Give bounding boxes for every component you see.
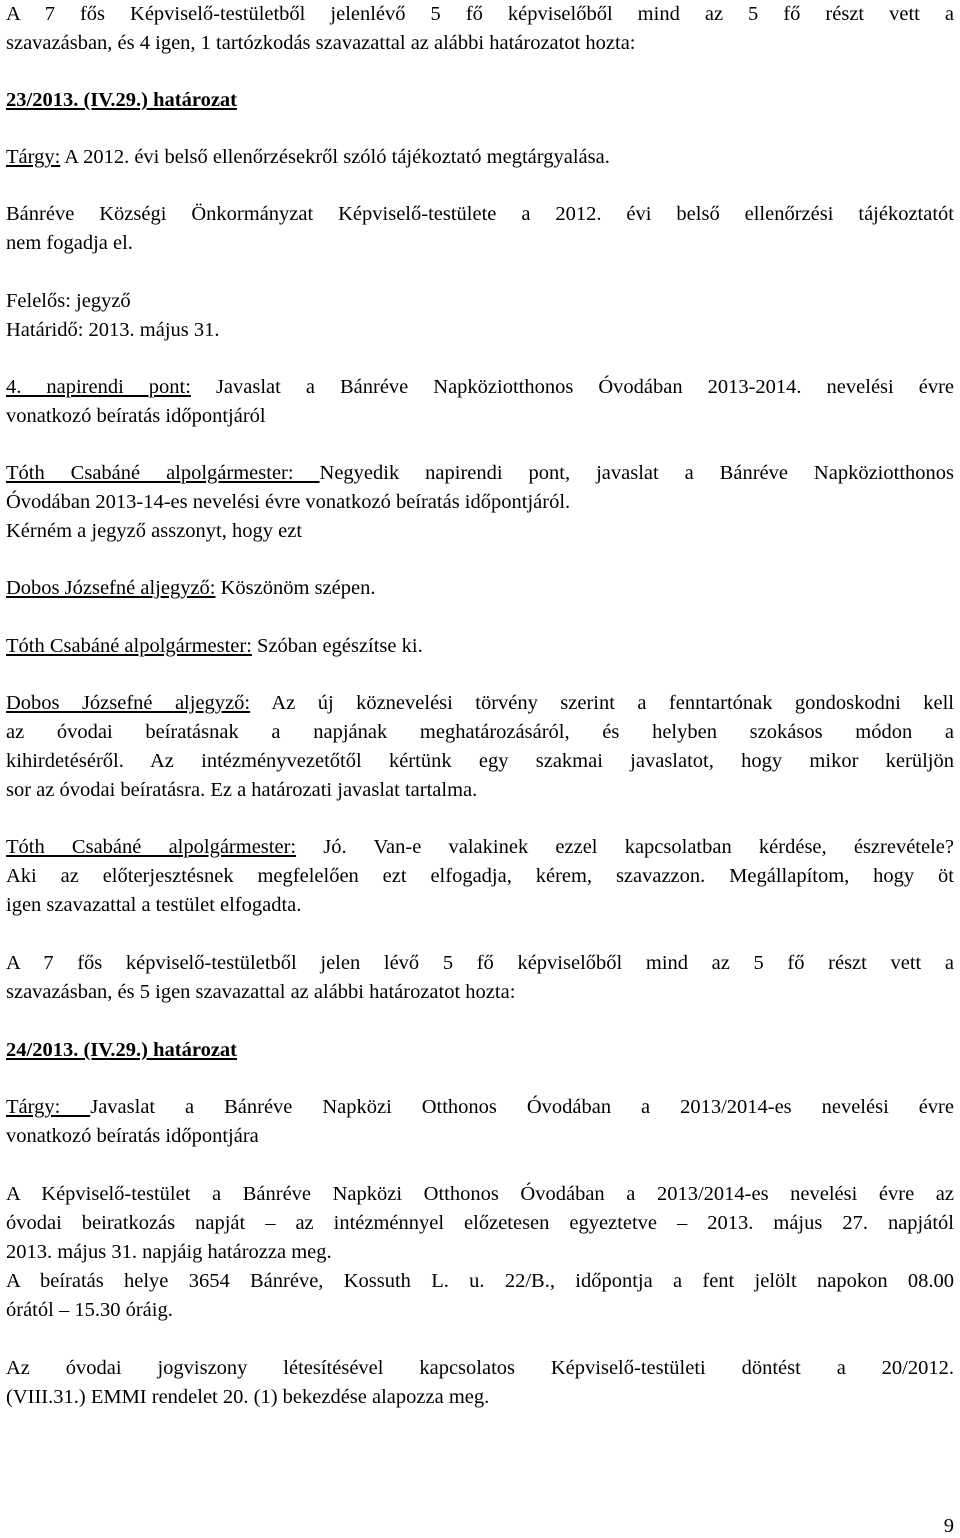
vote2-line1: A 7 fős képviselő-testületből jelen lévő 5 fő képviselőből mind az 5 fő részt vett a bbox=[6, 952, 954, 974]
speech-5-line1 bbox=[6, 833, 954, 862]
resolution-24-p1-line1: A Képviselő-testület a Bánréve Napközi Otthonos Óvodában a 2013/2014-es nevelési évre az bbox=[6, 1183, 954, 1205]
speech-3 bbox=[6, 632, 954, 661]
agenda-label: 4. napirendi pont: bbox=[6, 376, 191, 398]
resolution-23-title bbox=[6, 86, 954, 115]
speech-text: Az új köznevelési törvény szerint a fenntartónak gondoskodni kell bbox=[250, 692, 954, 714]
resolution-24-p2-line1: A beíratás helye 3654 Bánréve, Kossuth L. u. 22/B., időpontja a fent jelölt napokon 08.00 bbox=[6, 1270, 954, 1292]
resolution-24-subject-line1 bbox=[6, 1093, 954, 1122]
speech-text: Negyedik napirendi pont, javaslat a Bánréve Napköziotthonos bbox=[319, 462, 954, 484]
agenda-item-4-line2: vonatkozó beíratás időpontjáról bbox=[6, 405, 266, 427]
speech-5-line2: Aki az előterjesztésnek megfelelően ezt elfogadja, kérem, szavazzon. Megállapítom, hogy öt bbox=[6, 865, 954, 887]
speech-4-line4: sor az óvodai beíratásra. Ez a határozati javaslat tartalma. bbox=[6, 779, 478, 801]
speech-4-line2: az óvodai beíratásnak a napjának meghatározásáról, és helyben szokásos módon a bbox=[6, 721, 954, 743]
resolution-24-title-text: 24/2013. (IV.29.) határozat bbox=[6, 1039, 237, 1061]
speech-1-line3: Kérném a jegyző asszonyt, hogy ezt bbox=[6, 520, 303, 542]
speech-2 bbox=[6, 574, 954, 603]
speech-1-line1 bbox=[6, 459, 954, 488]
resolution-23-title-text: 23/2013. (IV.29.) határozat bbox=[6, 89, 237, 111]
speech-5-line3: igen szavazattal a testület elfogadta. bbox=[6, 894, 302, 916]
deadline: Határidő: 2013. május 31. bbox=[6, 319, 220, 341]
subject-text: Javaslat a Bánréve Napközi Otthonos Óvodában a 2013/2014-es nevelési évre bbox=[90, 1096, 954, 1118]
speech-1-line2: Óvodában 2013-14-es nevelési évre vonatkozó beíratás időpontjáról. bbox=[6, 491, 571, 513]
speaker-name: Tóth Csabáné alpolgármester: bbox=[6, 462, 320, 484]
resolution-23-body-line1: Bánréve Községi Önkormányzat Képviselő-testülete a 2012. évi belső ellenőrzési tájékoztatót bbox=[6, 203, 954, 225]
speech-4-line3: kihirdetéséről. Az intézményvezetőtől kértünk egy szakmai javaslatot, hogy mikor kerüljön bbox=[6, 750, 954, 772]
resolution-23-subject bbox=[6, 143, 954, 172]
resolution-24-p3-line1: Az óvodai jogviszony létesítésével kapcsolatos Képviselő-testületi döntést a 20/2012. bbox=[6, 1357, 954, 1379]
responsible: Felelős: jegyző bbox=[6, 290, 131, 312]
resolution-24-p1-line2: óvodai beiratkozás napját – az intézménnyel előzetesen egyeztetve – 2013. május 27. napjától bbox=[6, 1212, 954, 1234]
agenda-item-4-line1 bbox=[6, 373, 954, 402]
subject-text: A 2012. évi belső ellenőrzésekről szóló tájékoztató megtárgyalása. bbox=[60, 146, 610, 168]
vote1-line1: A 7 fős Képviselő-testületből jelenlévő 5 fő képviselőből mind az 5 fő részt vett a bbox=[6, 3, 954, 25]
subject-label: Tárgy: bbox=[6, 146, 61, 168]
resolution-24-subject-line2: vonatkozó beíratás időpontjára bbox=[6, 1125, 259, 1147]
speech-4-line1 bbox=[6, 689, 954, 718]
speech-text: Jó. Van-e valakinek ezzel kapcsolatban kérdése, észrevétele? bbox=[296, 836, 954, 858]
speech-text: Szóban egészítse ki. bbox=[251, 635, 423, 657]
vote1-line2: szavazásban, és 4 igen, 1 tartózkodás szavazattal az alábbi határozatot hozta: bbox=[6, 32, 636, 54]
speaker-name: Dobos Józsefné aljegyző: bbox=[6, 577, 216, 599]
subject-label: Tárgy: bbox=[6, 1096, 91, 1118]
speaker-name: Tóth Csabáné alpolgármester: bbox=[6, 635, 252, 657]
resolution-23-body-line2: nem fogadja el. bbox=[6, 232, 133, 254]
resolution-24-p3-line2: (VIII.31.) EMMI rendelet 20. (1) bekezdése alapozza meg. bbox=[6, 1386, 490, 1408]
page-number: 9 bbox=[943, 1515, 954, 1537]
speech-text: Köszönöm szépen. bbox=[215, 577, 376, 599]
speaker-name: Dobos Józsefné aljegyző: bbox=[6, 692, 251, 714]
resolution-24-p2-line2: órától – 15.30 óráig. bbox=[6, 1299, 173, 1321]
speaker-name: Tóth Csabáné alpolgármester: bbox=[6, 836, 297, 858]
resolution-24-p1-line3: 2013. május 31. napjáig határozza meg. bbox=[6, 1241, 332, 1263]
vote2-line2: szavazásban, és 5 igen szavazattal az alábbi határozatot hozta: bbox=[6, 981, 516, 1003]
resolution-24-title bbox=[6, 1036, 954, 1065]
agenda-text: Javaslat a Bánréve Napköziotthonos Óvodában 2013-2014. nevelési évre bbox=[190, 376, 955, 398]
